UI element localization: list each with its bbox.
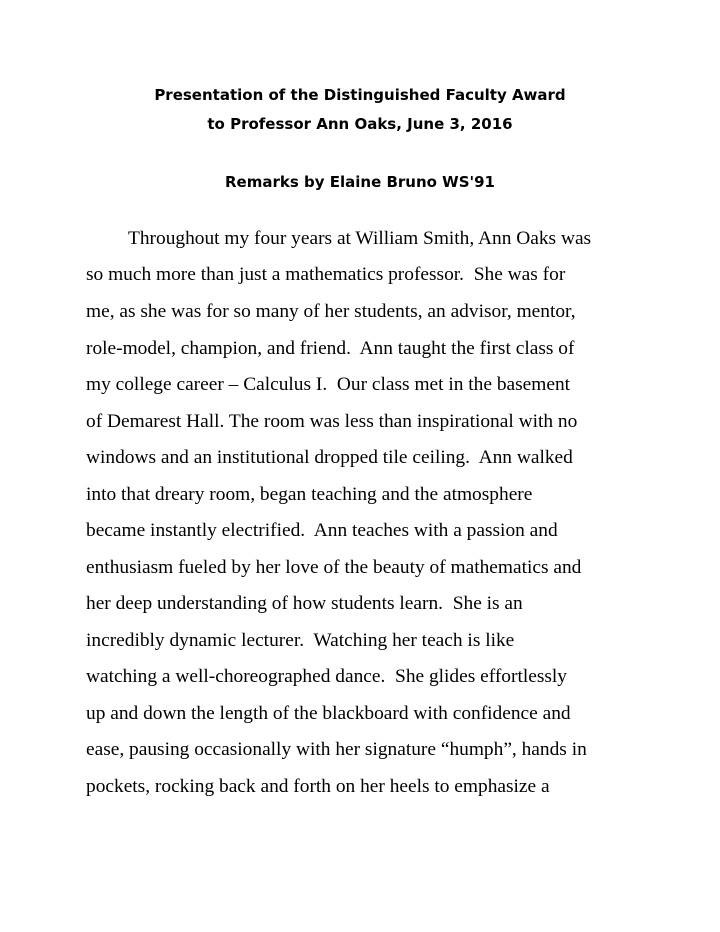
body-line: up and down the length of the blackboard with confidence and — [86, 703, 571, 724]
body-line: my college career – Calculus I. Our class met in the basement — [86, 374, 571, 395]
body-line: so much more than just a mathematics professor. She was for — [86, 264, 566, 285]
body-line: pockets, rocking back and forth on her heels to emphasize a — [86, 776, 550, 797]
body-line: Throughout my four years at William Smith, Ann Oaks was — [128, 228, 592, 249]
body-line: watching a well-choreographed dance. She glides effortlessly — [86, 666, 568, 687]
body-line: role-model, champion, and friend. Ann taught the first class of — [86, 338, 575, 359]
title-line-2: to Professor Ann Oaks, June 3, 2016 — [207, 115, 513, 133]
body-line: me, as she was for so many of her students, an advisor, mentor, — [86, 301, 576, 322]
body-line: incredibly dynamic lecturer. Watching her teach is like — [86, 630, 515, 651]
body-line: windows and an institutional dropped tile ceiling. Ann walked — [86, 447, 573, 468]
body-line: of Demarest Hall. The room was less than inspirational with no — [86, 411, 578, 432]
body-line: enthusiasm fueled by her love of the beauty of mathematics and — [86, 557, 582, 578]
body-line: her deep understanding of how students learn. She is an — [86, 593, 523, 614]
title-line-1: Presentation of the Distinguished Faculty Award — [154, 86, 566, 104]
body-line: ease, pausing occasionally with her signature “humph”, hands in — [86, 739, 587, 760]
body-line: became instantly electrified. Ann teaches with a passion and — [86, 520, 558, 541]
body-line: into that dreary room, began teaching and the atmosphere — [86, 484, 533, 505]
byline: Remarks by Elaine Bruno WS'91 — [225, 173, 495, 191]
